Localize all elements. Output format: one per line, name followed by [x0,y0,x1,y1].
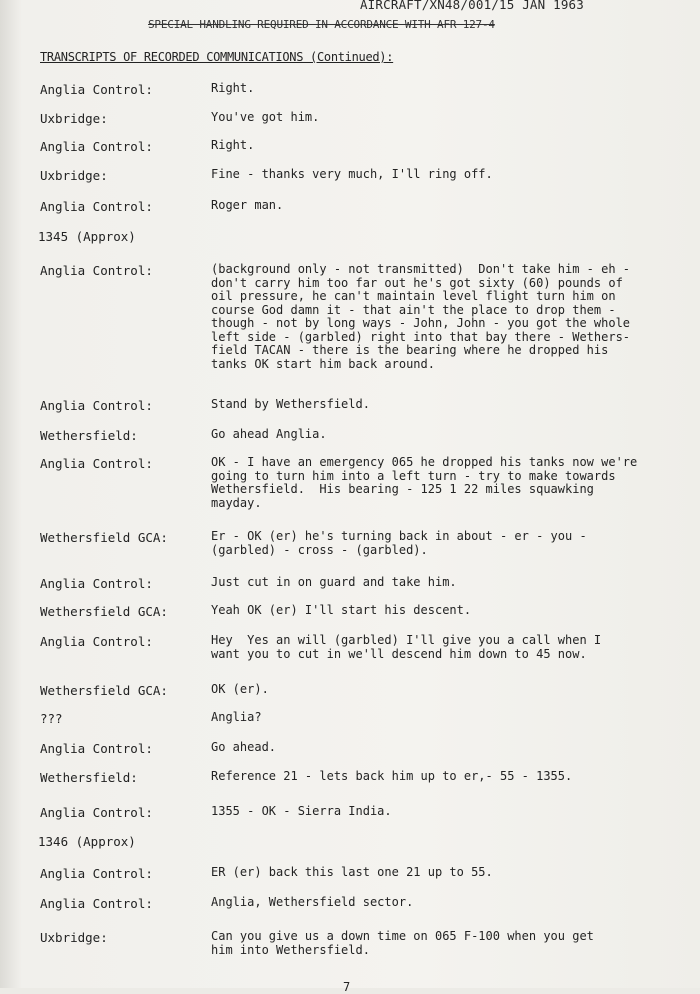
speaker-label: Anglia Control: [40,398,153,413]
message-text: Go ahead. [211,740,277,754]
speaker-label: Anglia Control: [40,741,153,756]
document-reference: AIRCRAFT/XN48/001/15 JAN 1963 [359,0,584,12]
speaker-label: Wethersfield: [40,770,138,785]
message-text: Hey Yes an will (garbled) I'll give you a call when I want you to cut in we'll descend him down to 45 now. [211,633,602,661]
message-text: Right. [211,81,255,95]
message-text: 1355 - OK - Sierra India. [211,804,392,818]
page-number: 7 [343,980,351,994]
speaker-label: Anglia Control: [40,805,153,820]
speaker-label: Anglia Control: [40,634,153,649]
message-text: Stand by Wethersfield. [211,397,370,411]
speaker-label: Uxbridge: [40,111,108,126]
speaker-label: Anglia Control: [40,139,153,154]
message-text: Can you give us a down time on 065 F-100 when you get him into Wethersfield. [211,929,594,957]
speaker-label: Wethersfield: [40,428,138,443]
message-text: Reference 21 - lets back him up to er,- 55 - 1355. [211,769,573,783]
speaker-label: Wethersfield GCA: [40,683,168,698]
message-text: ER (er) back this last one 21 up to 55. [211,865,493,879]
section-heading: TRANSCRIPTS OF RECORDED COMMUNICATIONS (Continued): [40,50,394,64]
speaker-label: Anglia Control: [40,199,153,214]
message-text: (background only - not transmitted) Don't take him - eh - don't carry him too far out he's got sixty (60) pounds of oil pressure, he can't maintain level flight turn him on course God damn it - that ain't the place to drop them - though - not by long ways - John, John - you got the whole left side - (garbled) right into that bay there - Wethers- field TACAN - there is the bearing where he dropped his tanks OK start him back around. [211,262,631,371]
message-text: Anglia? [211,710,262,724]
message-text: OK - I have an emergency 065 he dropped his tanks now we're going to turn him into a left turn - try to make towards Wethersfield. His bearing - 125 1 22 miles squawking mayday. [211,455,638,510]
speaker-label: Anglia Control: [40,263,153,278]
timestamp: 1346 (Approx) [38,834,136,849]
message-text: Anglia, Wethersfield sector. [211,895,414,909]
message-text: Yeah OK (er) I'll start his descent. [211,603,472,617]
speaker-label: Anglia Control: [40,576,153,591]
speaker-label: Wethersfield GCA: [40,530,168,545]
message-text: Er - OK (er) he's turning back in about - er - you - (garbled) - cross - (garbled). [211,529,587,557]
speaker-label: Anglia Control: [40,82,153,97]
handling-caveat: SPECIAL HANDLING REQUIRED IN ACCORDANCE WITH AFR 127-4 [148,18,495,31]
message-text: Just cut in on guard and take him. [211,575,457,589]
speaker-label: Anglia Control: [40,896,153,911]
message-text: Roger man. [211,198,284,212]
message-text: OK (er). [211,682,269,696]
speaker-label: ??? [40,711,63,726]
message-text: Fine - thanks very much, I'll ring off. [211,167,493,181]
speaker-label: Anglia Control: [40,866,153,881]
timestamp: 1345 (Approx) [38,229,136,244]
speaker-label: Uxbridge: [40,168,108,183]
speaker-label: Wethersfield GCA: [40,604,168,619]
message-text: Right. [211,138,255,152]
speaker-label: Uxbridge: [40,930,108,945]
speaker-label: Anglia Control: [40,456,153,471]
message-text: You've got him. [211,110,320,124]
message-text: Go ahead Anglia. [211,427,327,441]
